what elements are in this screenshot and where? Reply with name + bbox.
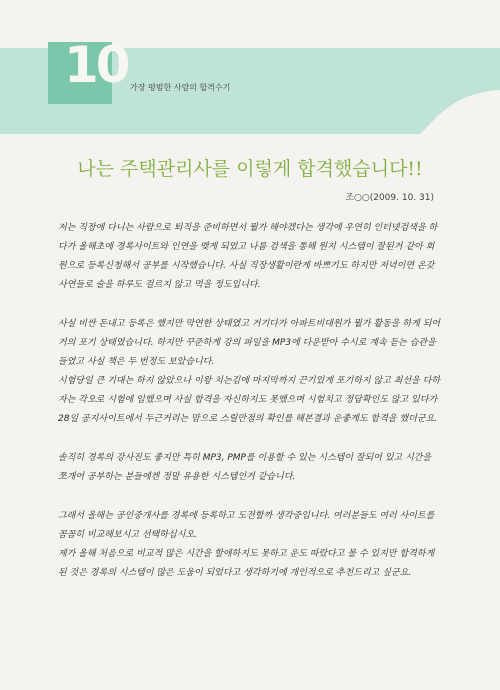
chapter-number: 10 (64, 36, 128, 94)
chapter-title: 가장 평범한 사람의 합격수기 (130, 83, 231, 92)
author-byline: 조○○(2009. 10. 31) (345, 193, 434, 203)
article-body (58, 219, 442, 603)
article-headline: 나는 주택관리사를 이렇게 합격했습니다!! (77, 158, 423, 180)
paragraph: 제가 올해 처음으로 비교적 많은 시간을 할애하지도 못하고 운도 따랐다고 볼 수 있지만 합격하게 된 것은 경록의 시스템이 많은 도움이 되었다고 생각하기에 개인적으로 추천드리고 싶군요. (58, 549, 435, 578)
paragraph: 그래서 올해는 공인중개사를 경록에 등록하고 도전할까 생각중입니다. 여러분들도 여러 사이트를 꼼꼼히 비교해보시고 선택하십시오. (58, 511, 435, 540)
paragraph: 솔직히 경록의 강사진도 좋지만 특히 MP3, PMP를 이용할 수 있는 시스템이 잘되어 있고 시간을 쪼개어 공부하는 분들에겐 정말 유용한 시스템인거 같습니다. (58, 453, 432, 482)
paragraph: 사실 비싼 돈내고 등록은 했지만 막연한 상태였고 거기다가 아파트비대원가 뭘가 활동을 하게 되어 거의 포기 상태였습니다. 하지만 꾸준하게 강의 파일을 MP3에 다운받아 수시로 계속 듣는 습관을 들였고 사실 책은 두 번정도 보았습니다. (58, 319, 441, 367)
paragraph: 저는 직장에 다니는 사람으로 퇴직을 준비하면서 뭘가 해야겠다는 생각에 우연히 인터넷검색을 하다가 올해초에 경록사이트와 인연을 맺게 되었고 나름 검색을 통해 원지 시스템이 잘된거 같아 회원으로 등록신청해서 공부를 시작했습니다. 사실 직장생활이란게 바쁘기도 하지만 저녁이면 온갖 사연들로 술을 하루도 걸르지 않고 먹을 정도입니다. (58, 223, 438, 290)
paragraph: 시험당일 큰 기대는 하지 않았으나 이왕 치는김에 마지막까지 끈기있게 포기하지 않고 최선을 다하자는 각오로 시험에 임했으며 사실 합격을 자신하지도 못했으며 시험치고 정답확인도 않고 있다가 28일 공지사이트에서 두근거리는 맘으로 스릴만점의 확인를 해본결과 운좋게도 합격을 했더군요. (58, 376, 441, 424)
